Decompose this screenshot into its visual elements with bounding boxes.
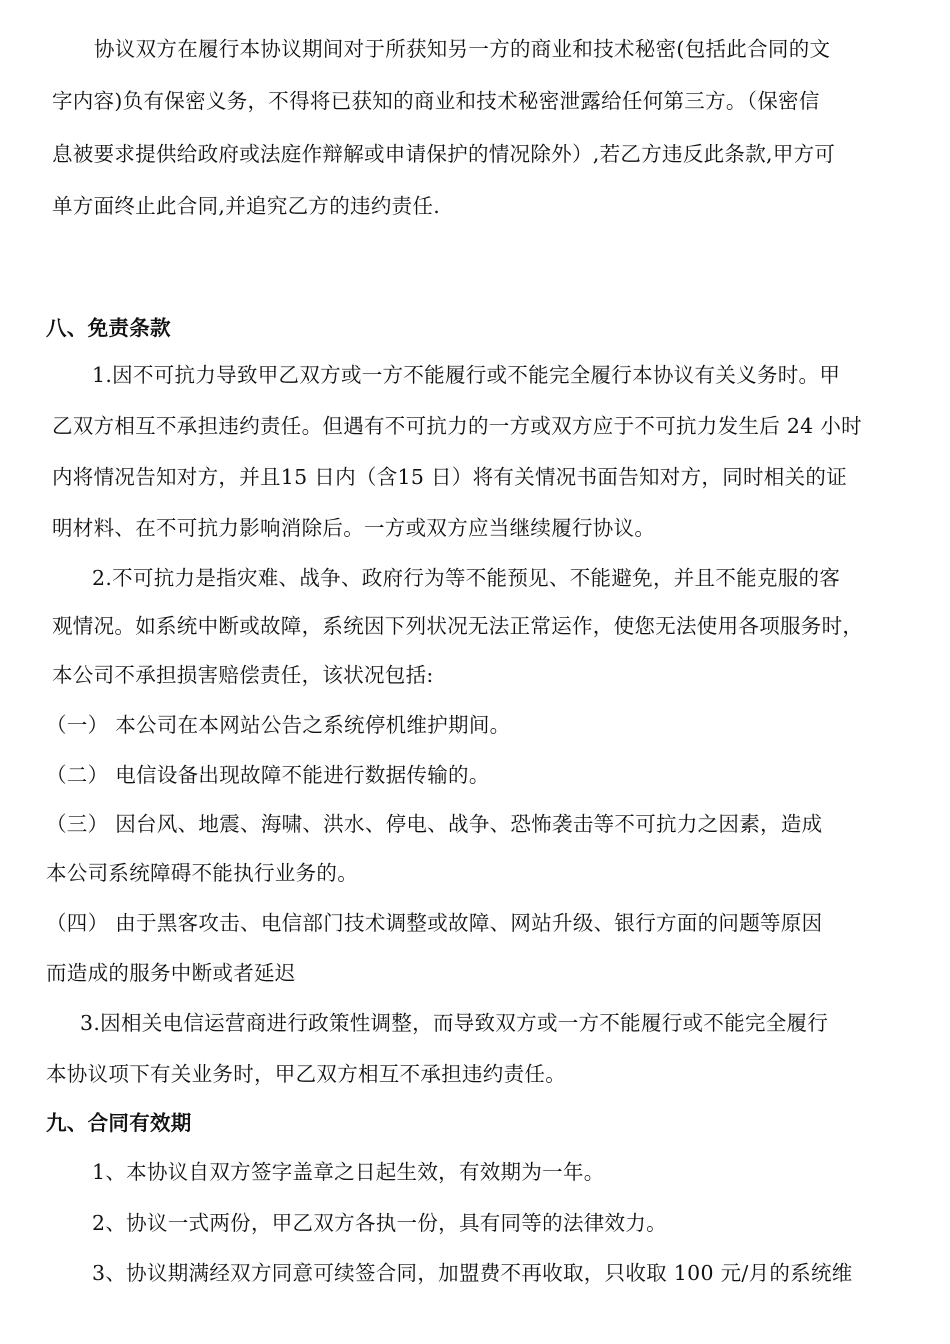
list-item: （一） 本公司在本网站公告之系统停机维护期间。 — [46, 713, 511, 737]
section-heading: 八、免责条款 — [46, 316, 171, 340]
section-heading: 九、合同有效期 — [46, 1111, 192, 1135]
text-line: 2.不可抗力是指灾难、战争、政府行为等不能预见、不能避免，并且不能克服的客 — [92, 566, 841, 590]
text-line: 单方面终止此合同,并追究乙方的违约责任. — [52, 194, 441, 218]
text-line: 1.因不可抗力导致甲乙双方或一方不能履行或不能完全履行本协议有关义务时。甲 — [92, 363, 841, 387]
list-item: （三） 因台风、地震、海啸、洪水、停电、战争、恐怖袭击等不可抗力之因素，造成 — [46, 812, 823, 836]
text-line: 3.因相关电信运营商进行政策性调整，而导致双方或一方不能履行或不能完全履行 — [80, 1011, 829, 1035]
text-line: 1、本协议自双方签字盖章之日起生效，有效期为一年。 — [92, 1160, 605, 1184]
text-line: 乙双方相互不承担违约责任。但遇有不可抗力的一方或双方应于不可抗力发生后 24 小时 — [52, 414, 862, 438]
text-line: 明材料、在不可抗力影响消除后。一方或双方应当继续履行协议。 — [52, 516, 656, 540]
list-item: （四） 由于黑客攻击、电信部门技术调整或故障、网站升级、银行方面的问题等原因 — [46, 911, 823, 935]
text-line: 观情况。如系统中断或故障，系统因下列状况无法正常运作，使您无法使用各项服务时， — [52, 614, 864, 638]
text-line: 本公司不承担损害赔偿责任，该状况包括: — [52, 663, 434, 687]
text-line: 而造成的服务中断或者延迟 — [46, 961, 296, 985]
text-line: 协议双方在履行本协议期间对于所获知另一方的商业和技术秘密(包括此合同的文 — [94, 37, 831, 61]
text-line: 2、协议一式两份，甲乙双方各执一份，具有同等的法律效力。 — [92, 1211, 667, 1235]
text-line: 息被要求提供给政府或法庭作辩解或申请保护的情况除外）,若乙方违反此条款,甲方可 — [52, 142, 836, 166]
text-line: 本协议项下有关业务时，甲乙双方相互不承担违约责任。 — [46, 1062, 566, 1086]
text-line: 3、协议期满经双方同意可续签合同，加盟费不再收取，只收取 100 元/月的系统维 — [92, 1261, 853, 1285]
text-line: 字内容)负有保密义务，不得将已获知的商业和技术秘密泄露给任何第三方。（保密信 — [52, 89, 820, 113]
text-line: 内将情况告知对方，并且15 日内（含15 日）将有关情况书面告知对方，同时相关的证 — [52, 465, 848, 489]
list-item: （二） 电信设备出现故障不能进行数据传输的。 — [46, 763, 490, 787]
text-line: 本公司系统障碍不能执行业务的。 — [46, 861, 358, 885]
